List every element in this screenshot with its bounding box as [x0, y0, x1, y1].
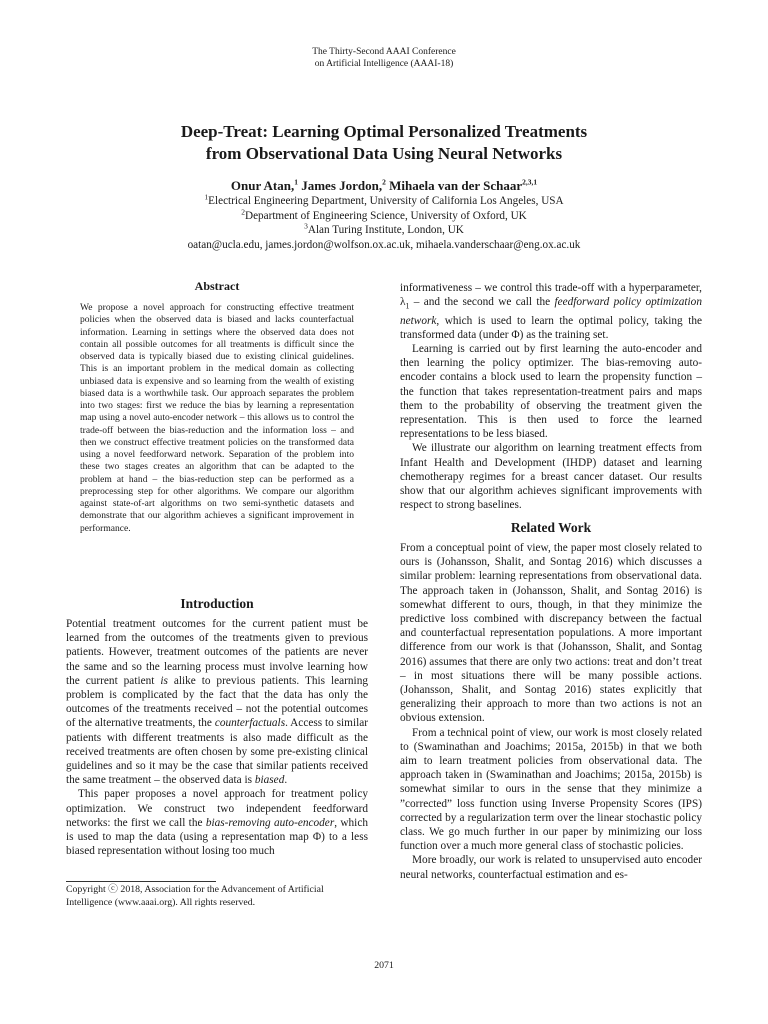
title-line-1: Deep-Treat: Learning Optimal Personalized Treatments [180, 122, 588, 141]
affiliation-2-text: Department of Engineering Science, University of Oxford, UK [244, 209, 527, 222]
right-p0-part-a: informativeness – we control this trade-off with a hyperparameter, λ [400, 282, 702, 309]
affiliation-1-sup: 1 [204, 192, 209, 202]
author-2: James Jordon, [301, 178, 383, 193]
right-paragraph-0 [400, 281, 702, 342]
paper-title [0, 121, 768, 165]
intro-p1-emph-biased: biased [254, 774, 285, 787]
intro-p1-emph-counterfactuals: counterfactuals [214, 717, 286, 730]
page-number: 2071 [374, 960, 394, 971]
right-column-intro-continuation [400, 281, 702, 513]
affiliation-2-sup: 2 [241, 206, 245, 216]
affiliation-2 [0, 206, 768, 224]
related-work-paragraph-3: More broadly, our work is related to unsupervised auto encoder neural networks, counterfactual estimation and es- [400, 854, 702, 881]
right-p0-emph-network: feedforward policy optimization network [400, 296, 702, 327]
abstract-text: We propose a novel approach for constructing effective treatment policies when the observed data is biased and lacks counterfactual information. Learning in settings where the observed data does not contain all possible outcomes for all treatments is difficult since the observed data is typically biased due to existing clinical guidelines. This is an important problem in the medical domain as collecting unbiased data is expensive and so learning from the wealth of existing biased data is a worthwhile task. Our approach separates the problem into two stages: first we reduce the bias by learning a representation map using a novel auto-encoder network – this allows us to control the trade-off between the bias-reduction and the information loss – and then we construct effective treatment policies on the transformed data using a novel feedforward network. Separation of the problem into these two stages creates an algorithm that can be adapted to the problem at hand – the bias-reduction step can be performed as a preprocessing step for other algorithms. We compare our algorithm against state-of-art algorithms on two semi-synthetic datasets and demonstrate that our algorithm achieves a significant improvement in performance. [80, 302, 354, 534]
related-work-paragraph-2: From a technical point of view, our work is most closely related to (Swaminathan and Joachims; 2015a, 2015b) in that we both aim to learn treatment policies from observational data. The approach taken in (Swaminathan and Joachims; 2015a, 2015b) is somewhat similar to ours in the sense that they minimize a ”corrected” loss function using Inverse Propensity Scores (IPS) corrected by a regularization term over the linear stochastic policy class. We go much further in our paper by minimizing our loss function over a much more general class of stochastic policies. [400, 726, 702, 853]
author-1: Onur Atan, [230, 178, 295, 193]
conference-header [0, 46, 768, 70]
affiliation-3-sup: 3 [304, 221, 308, 231]
intro-p1-emph-is: is [160, 674, 168, 687]
title-line-2: from Observational Data Using Neural Networks [205, 144, 563, 163]
introduction-paragraph-2 [66, 787, 368, 858]
related-work-paragraph-1: From a conceptual point of view, the paper most closely related to ours is (Johansson, Shalit, and Sontag 2016) which discusses a similar problem: learning representations from observational data. The approach taken in (Johansson, Shalit, and Sontag 2016) is somewhat different to ours, though, in that they minimize the predictive loss combined with discrepancy between the factual and counterfactual representation populations. A more important difference from our work is that (Johansson, Shalit, and Sontag 2016) assumes that there are only two actions: treat and don’t treat – in most situations there will be many possible actions. (Johansson, Shalit, and Sontag 2016) states explicitly that generalizing their approach to more than two actions is not an obvious extension. [400, 542, 702, 725]
conference-line-2: on Artificial Intelligence (AAAI-18) [314, 59, 454, 69]
intro-p2-part-a: This paper proposes a novel approach for treatment policy optimization. We construct two independent feedforward networks: the first we call the [66, 788, 368, 829]
affiliation-3-text: Alan Turing Institute, London, UK [307, 224, 464, 236]
introduction-heading: Introduction [180, 596, 254, 611]
affiliation-3 [0, 223, 768, 238]
affiliation-1 [0, 194, 768, 209]
author-3: Mihaela van der Schaar [389, 178, 523, 193]
author-emails: oatan@ucla.edu, james.jordon@wolfson.ox.ac.uk, mihaela.vanderschaar@eng.ox.ac.uk [187, 238, 581, 251]
intro-p1-part-a: Potential treatment outcomes for the current patient must be learned from the outcomes of the treatments given to previous patients. However, treatment outcomes of the patients are never the same and so the learning process must involve learning how the current patient [66, 618, 368, 687]
author-2-sup: 2 [382, 177, 386, 187]
abstract-heading: Abstract [194, 279, 240, 293]
intro-p1-part-b: alike to previous patients. This learning problem is complicated by the fact that the data has only the outcomes of the treatments received – not the potential outcomes of the alternative treatments, the [66, 674, 368, 730]
related-work-heading: Related Work [510, 520, 592, 535]
right-paragraph-2: We illustrate our algorithm on learning treatment effects from Infant Health and Development (IHDP) dataset and learning chemotherapy regimes for a breast cancer dataset. Our results show that our algorithm achieves significant improvements with respect to strong baselines. [400, 442, 702, 512]
author-list [0, 177, 768, 194]
right-p0-part-c: , which is used to learn the optimal policy, taking the transformed data (under Φ) as the training set. [400, 314, 702, 341]
intro-p1-part-c: . Access to similar patients with different treatments is also made difficult as the received treatments are often chosen by some pre-existing clinical guidelines and so it may be the case that similar patients received the same treatment – the observed data is [66, 717, 368, 787]
introduction-body [66, 617, 368, 858]
intro-p1-part-d: . [284, 774, 288, 787]
related-work-body [400, 541, 702, 882]
author-1-sup: 1 [294, 177, 298, 187]
right-p0-subscript: 1 [405, 301, 410, 311]
right-paragraph-1: Learning is carried out by first learning the auto-encoder and then learning the policy optimizer. The bias-removing auto-encoder contains a block used to learn the propensity function – the function that takes representation-treatment pairs and maps them to the probability of observing the treatment given the representation. This is then used to force the learned representations to be less biased. [400, 343, 702, 441]
affiliation-1-text: Electrical Engineering Department, University of California Los Angeles, USA [208, 195, 564, 207]
affiliations [0, 194, 768, 252]
right-p0-part-b: – and the second we call the [409, 296, 555, 309]
intro-p2-part-b: , which is used to map the data (using a representation map Φ) to a less biased representation without losing too much [66, 816, 368, 858]
footnote-rule [66, 881, 216, 882]
copyright-footnote: Copyright ⓒ 2018, Association for the Advancement of Artificial Intelligence (www.aaai.org). All rights reserved. [66, 884, 324, 908]
introduction-paragraph-1 [66, 617, 368, 787]
conference-line-1: The Thirty-Second AAAI Conference [312, 47, 456, 57]
author-3-sup: 2,3,1 [522, 177, 538, 187]
intro-p2-emph-autoencoder: bias-removing auto-encoder [205, 816, 335, 829]
